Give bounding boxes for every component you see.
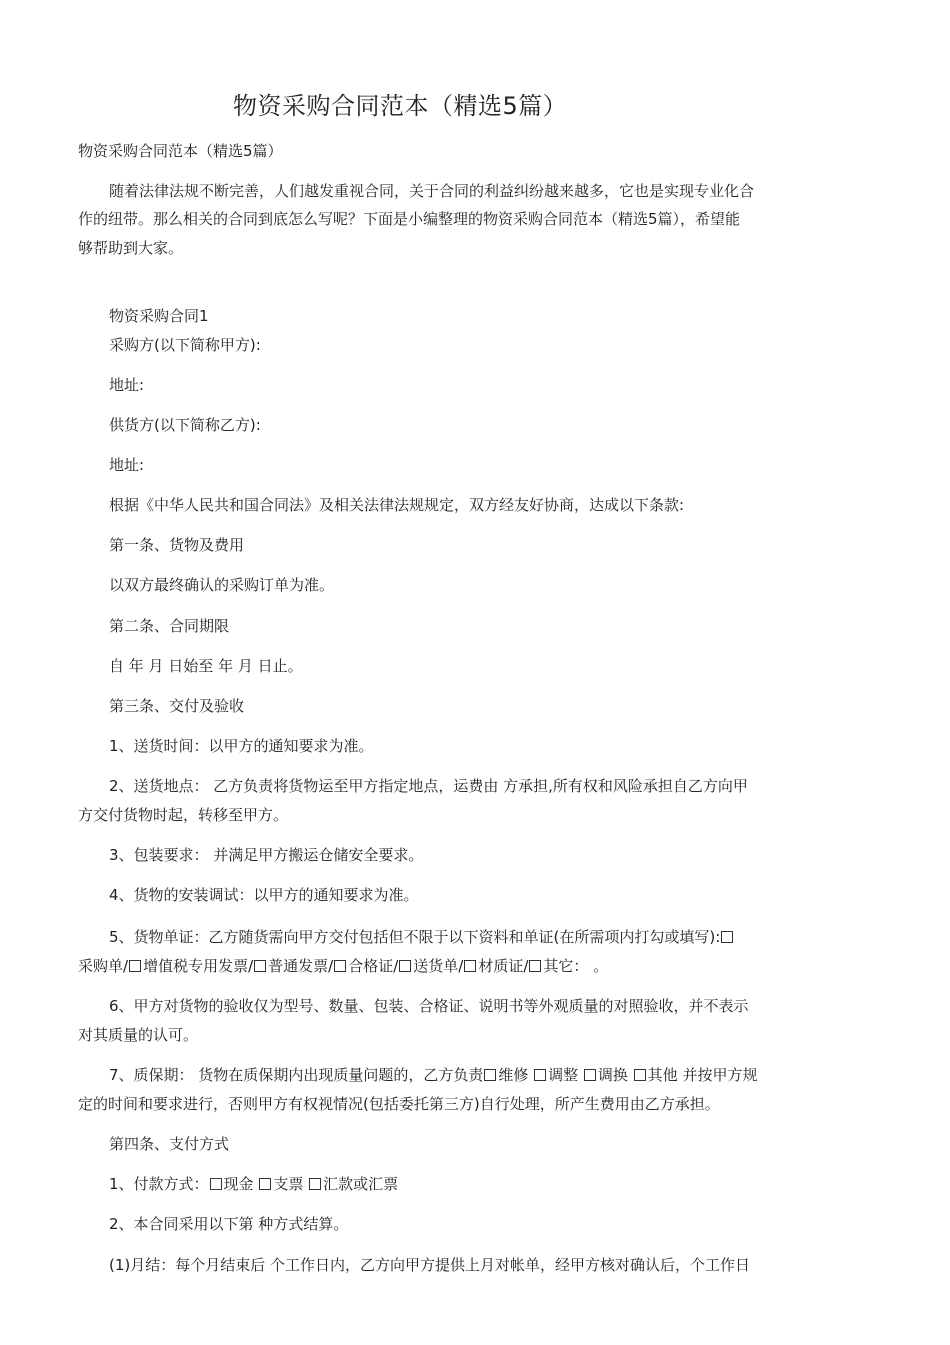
article-2-text: 自 年 月 日始至 年 月 日止。 xyxy=(109,657,303,675)
article-3-item-7-line-2: 定的时间和要求进行，否则甲方有权视情况(包括委托第三方)自行处理，所产生费用由乙方承担。 xyxy=(78,1095,720,1113)
article-4-item-1 xyxy=(109,1175,398,1193)
doc-option-delivery-note: 送货单/ xyxy=(413,957,464,975)
payment-method-label: 1、付款方式： xyxy=(109,1175,209,1193)
payment-option-remittance: 汇款或汇票 xyxy=(323,1175,399,1193)
checkbox[interactable] xyxy=(529,960,541,972)
intro-line-1: 随着法律法规不断完善，人们越发重视合同，关于合同的利益纠纷越来越多，它也是实现专业化合 xyxy=(109,182,755,200)
checkbox[interactable] xyxy=(259,1178,271,1190)
warranty-option-repair: 维修 xyxy=(498,1066,534,1084)
article-4-title: 第四条、支付方式 xyxy=(109,1135,230,1153)
checkbox[interactable] xyxy=(464,960,476,972)
article-4-item-2-sub-1: (1)月结：每个月结束后 个工作日内，乙方向甲方提供上月对帐单，经甲方核对确认后，个工作日 xyxy=(109,1256,751,1274)
article-3-item-1: 1、送货时间：以甲方的通知要求为准。 xyxy=(109,737,374,755)
article-4-item-2: 2、本合同采用以下第 种方式结算。 xyxy=(109,1215,349,1233)
checkbox[interactable] xyxy=(634,1069,646,1081)
payment-option-cash: 现金 xyxy=(223,1175,259,1193)
doc-option-certificate: 合格证/ xyxy=(348,957,399,975)
checkbox[interactable] xyxy=(129,960,141,972)
article-3-item-6-line-1: 6、甲方对货物的验收仅为型号、数量、包装、合格证、说明书等外观质量的对照验收，并不表示 xyxy=(109,997,749,1015)
doc-option-purchase-order: 采购单/ xyxy=(78,957,129,975)
buyer-address-line: 地址: xyxy=(109,376,145,394)
document-subtitle: 物资采购合同范本（精选5篇） xyxy=(78,142,283,160)
warranty-option-other: 其他 并按甲方规 xyxy=(647,1066,758,1084)
contract-heading: 物资采购合同1 xyxy=(109,307,209,325)
article-3-item-3: 3、包装要求： 并满足甲方搬运仓储安全要求。 xyxy=(109,846,424,864)
checkbox[interactable] xyxy=(584,1069,596,1081)
warranty-option-adjust: 调整 xyxy=(548,1066,583,1084)
payment-option-check: 支票 xyxy=(273,1175,309,1193)
article-3-item-5-line-1 xyxy=(109,928,735,946)
article-3-item-2-line-1: 2、送货地点： 乙方负责将货物运至甲方指定地点，运费由 方承担,所有权和风险承担自乙方向甲 xyxy=(109,777,748,795)
checkbox[interactable] xyxy=(210,1178,222,1190)
checkbox[interactable] xyxy=(399,960,411,972)
article-3-item-7-line-1 xyxy=(109,1066,757,1084)
buyer-line: 采购方(以下简称甲方): xyxy=(109,336,261,354)
basis-line: 根据《中华人民共和国合同法》及相关法律法规规定，双方经友好协商，达成以下条款: xyxy=(109,496,685,514)
supplier-line: 供货方(以下简称乙方): xyxy=(109,416,261,434)
checkbox[interactable] xyxy=(309,1178,321,1190)
checkbox[interactable] xyxy=(484,1069,496,1081)
intro-line-2: 作的纽带。那么相关的合同到底怎么写呢？下面是小编整理的物资采购合同范本（精选5篇），希望能 xyxy=(78,210,741,228)
supplier-address-line: 地址: xyxy=(109,456,145,474)
doc-option-normal-invoice: 普通发票/ xyxy=(268,957,334,975)
article-3-item-6-line-2: 对其质量的认可。 xyxy=(78,1026,199,1044)
checkbox[interactable] xyxy=(334,960,346,972)
article-1-title: 第一条、货物及费用 xyxy=(109,536,245,554)
page-title: 物资采购合同范本（精选5篇） xyxy=(233,92,568,120)
article-3-item-2-line-2: 方交付货物时起，转移至甲方。 xyxy=(78,806,289,824)
article-3-item-5-line-2 xyxy=(78,957,608,975)
article-3-title: 第三条、交付及验收 xyxy=(109,697,245,715)
article-3-item-4: 4、货物的安装调试：以甲方的通知要求为准。 xyxy=(109,886,419,904)
article-1-text: 以双方最终确认的采购订单为准。 xyxy=(109,576,335,594)
doc-option-other: 其它： 。 xyxy=(543,957,609,975)
checkbox[interactable] xyxy=(534,1069,546,1081)
article-2-title: 第二条、合同期限 xyxy=(109,617,230,635)
doc-option-vat-invoice: 增值税专用发票/ xyxy=(143,957,254,975)
article-3-item-5-text: 5、货物单证：乙方随货需向甲方交付包括但不限于以下资料和单证(在所需项内打勾或填写): xyxy=(109,928,721,946)
warranty-text: 7、质保期： 货物在质保期内出现质量问题的，乙方负责 xyxy=(109,1066,484,1084)
doc-option-material-cert: 材质证/ xyxy=(478,957,529,975)
checkbox[interactable] xyxy=(254,960,266,972)
checkbox[interactable] xyxy=(721,931,733,943)
warranty-option-replace: 调换 xyxy=(597,1066,633,1084)
intro-line-3: 够帮助到大家。 xyxy=(78,239,184,257)
